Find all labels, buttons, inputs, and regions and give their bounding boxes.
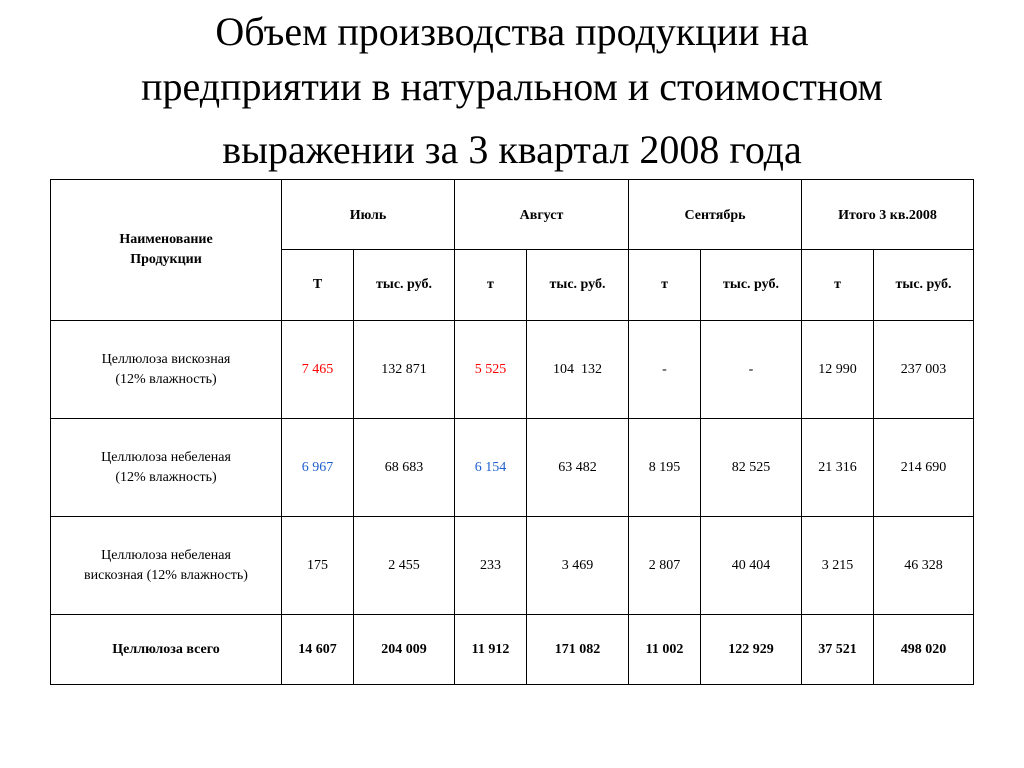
unit-header: Т — [282, 250, 354, 321]
value-cell: 214 690 — [874, 419, 974, 517]
unit-header: т — [629, 250, 701, 321]
value-cell: 82 525 — [701, 419, 802, 517]
title-line-3: выражении за 3 квартал 2008 года — [222, 127, 802, 172]
product-name-line1: Целлюлоза небеленая — [101, 547, 231, 563]
value-cell: 5 525 — [455, 321, 527, 419]
product-name-cell — [51, 517, 282, 615]
value-cell: 40 404 — [701, 517, 802, 615]
unit-header: тыс. руб. — [527, 250, 629, 321]
total-label: Целлюлоза всего — [51, 615, 282, 685]
title-line-2: предприятии в натуральном и стоимостном — [141, 64, 883, 109]
month-header-august: Август — [455, 180, 629, 250]
month-header-total-q3: Итого 3 кв.2008 — [802, 180, 974, 250]
value-cell: 104 132 — [527, 321, 629, 419]
product-name-header-line2: Продукции — [130, 252, 202, 267]
value-cell: 12 990 — [802, 321, 874, 419]
product-name-line2: (12% влажность) — [115, 469, 217, 485]
table-row — [51, 517, 974, 615]
value-cell: 6 967 — [282, 419, 354, 517]
value-cell: 46 328 — [874, 517, 974, 615]
product-name-line2: (12% влажность) — [115, 371, 217, 387]
total-row — [51, 615, 974, 685]
month-header-september: Сентябрь — [629, 180, 802, 250]
value-cell: 233 — [455, 517, 527, 615]
value-cell: 21 316 — [802, 419, 874, 517]
value-cell: 8 195 — [629, 419, 701, 517]
total-value-cell: 204 009 — [354, 615, 455, 685]
value-cell: 175 — [282, 517, 354, 615]
value-cell: 6 154 — [455, 419, 527, 517]
total-value-cell: 498 020 — [874, 615, 974, 685]
value-cell: 68 683 — [354, 419, 455, 517]
product-name-line2: вискозная (12% влажность) — [84, 567, 248, 583]
value-cell: - — [701, 321, 802, 419]
table-row — [51, 419, 974, 517]
total-value-cell: 11 912 — [455, 615, 527, 685]
product-name-header — [51, 180, 282, 321]
unit-header: т — [802, 250, 874, 321]
product-name-cell — [51, 419, 282, 517]
unit-header: тыс. руб. — [874, 250, 974, 321]
value-cell: 237 003 — [874, 321, 974, 419]
value-cell: 2 807 — [629, 517, 701, 615]
product-name-line1: Целлюлоза небеленая — [101, 449, 231, 465]
value-cell: 63 482 — [527, 419, 629, 517]
unit-header: тыс. руб. — [701, 250, 802, 321]
total-value-cell: 122 929 — [701, 615, 802, 685]
value-cell: - — [629, 321, 701, 419]
table-row — [51, 321, 974, 419]
total-value-cell: 171 082 — [527, 615, 629, 685]
total-value-cell: 11 002 — [629, 615, 701, 685]
product-name-cell — [51, 321, 282, 419]
unit-header: т — [455, 250, 527, 321]
value-cell: 3 469 — [527, 517, 629, 615]
total-value-cell: 14 607 — [282, 615, 354, 685]
title-line-1: Объем производства продукции на — [215, 9, 809, 54]
slide-title — [0, 4, 1024, 177]
month-header-july: Июль — [282, 180, 455, 250]
header-row-months — [51, 180, 974, 250]
value-cell: 7 465 — [282, 321, 354, 419]
product-name-line1: Целлюлоза вискозная — [101, 351, 231, 367]
value-cell: 2 455 — [354, 517, 455, 615]
value-cell: 3 215 — [802, 517, 874, 615]
production-table — [50, 179, 974, 685]
total-value-cell: 37 521 — [802, 615, 874, 685]
value-cell: 132 871 — [354, 321, 455, 419]
product-name-header-line1: Наименование — [119, 232, 213, 247]
unit-header: тыс. руб. — [354, 250, 455, 321]
